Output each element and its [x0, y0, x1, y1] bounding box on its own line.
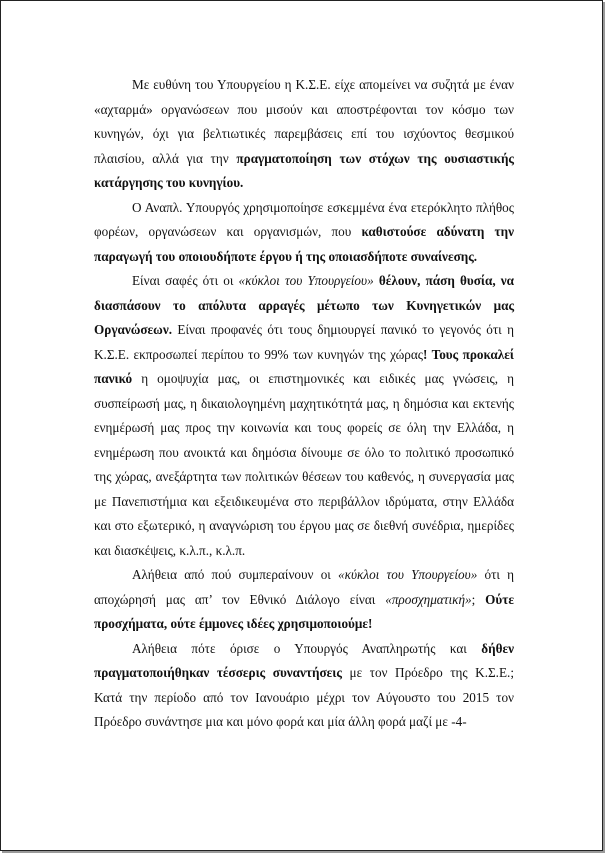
text-run: ; [471, 591, 486, 607]
text-run: θέλουν, πάση θυσία, να διασπάσουν το [94, 273, 515, 313]
text-run: «κύκλοι του Υπουργείου» [238, 273, 374, 288]
text-run: πραγματοποίηση των στόχων της ουσιαστικής κατάργησης του κυνηγίου. [94, 150, 514, 190]
text-run: Είναι προφανές ότι τους δημιουργεί πανικό το γεγονός ότι η Κ.Σ.Ε. εκπροσωπεί περίπου το 99% των κυνηγών της χώρας [94, 322, 514, 362]
text-run: Με ευθύνη του Υπουργείου η Κ.Σ.Ε. είχε απομείνει να συζητά με έναν «αχταρμά» οργανώσεων που μισούν και αποστρέφονται τον κόσμο των κυνηγών, όχι για βελτιωτικές παρεμβάσεις επί του ισχύοντος θεσμικού πλαισίου, αλλά για την [94, 77, 514, 166]
paragraph-3 [94, 269, 514, 563]
text-run: «κύκλοι του Υπουργείου» [338, 567, 478, 582]
text-run [186, 298, 198, 313]
text-run: Αλήθεια πότε όρισε ο Υπουργός Αναπληρωτής και [132, 640, 482, 656]
text-run: Αλήθεια από πού συμπεραίνουν οι [132, 567, 339, 582]
text-run: καθιστούσε αδύνατη την παραγωγή του οποιουδήποτε έργου ή της οποιασδήποτε συναίνεσης. [94, 224, 514, 264]
text-run: δήθεν πραγματοποιήθηκαν τέσσερις συναντήσεις [94, 640, 514, 680]
text-run: ότι η αποχώρησή μας απ’ τον Εθνικό Διάλογο είναι [94, 567, 515, 607]
text-run: ! Τους προκαλεί πανικό [94, 346, 514, 386]
text-run: Ούτε προσχήματα, ούτε έμμονες ιδέες χρησιμοποιούμε! [94, 591, 514, 631]
text-run: η ομοψυχία μας, οι επιστημονικές και ειδικές μας γνώσεις, η συσπείρωσή μας, η δικαιολογημένη μαχητικότητά μας, η δημόσια και εκτενής ενημέρωσή μας προς την κοινωνία και τους φορείς σε όλη την Ελλάδα, η ενημέρωση που ανοικτά και δημόσια δίνουμε σε όλο το πολιτικό προσωπικό της χώρας, ανεξάρτητα των πολιτικών θέσεων του καθενός, η συνεργασία μας με Πανεπιστήμια και εξειδικευμένα στο περιβάλλον ιδρύματα, στην Ελλάδα και στο εξωτερικό, η αναγνώριση του έργου μας σε διεθνή συνέδρια, ημερίδες και διασκέψεις, κ.λ.π., κ.λ.π. [94, 371, 514, 558]
text-run: Ο Αναπλ. Υπουργός χρησιμοποίησε εσκεμμένα ένα ετερόκλητο πλήθος φορέων, οργανώσεων και οργανισμών, που [94, 199, 514, 239]
paragraph-5 [94, 637, 514, 735]
paragraph-4 [94, 563, 514, 637]
paragraph-2 [94, 196, 514, 270]
text-run: απόλυτα αρραγές μέτωπο των Κυνηγετικών μας Οργανώσεων. [94, 297, 515, 337]
paragraph-1 [94, 73, 514, 196]
text-run: Είναι σαφές ότι οι [132, 273, 239, 288]
text-run: με τον Πρόεδρο της Κ.Σ.Ε.; Κατά την περίοδο από τον Ιανουάριο μέχρι τον Αύγουστο του 2015 τον Πρόεδρο συνάντησε μια και μόνο φορά και μία άλλη φορά μαζί με -4- [94, 665, 514, 729]
document-body [94, 73, 514, 735]
text-run: «προσχηματική» [385, 591, 472, 607]
